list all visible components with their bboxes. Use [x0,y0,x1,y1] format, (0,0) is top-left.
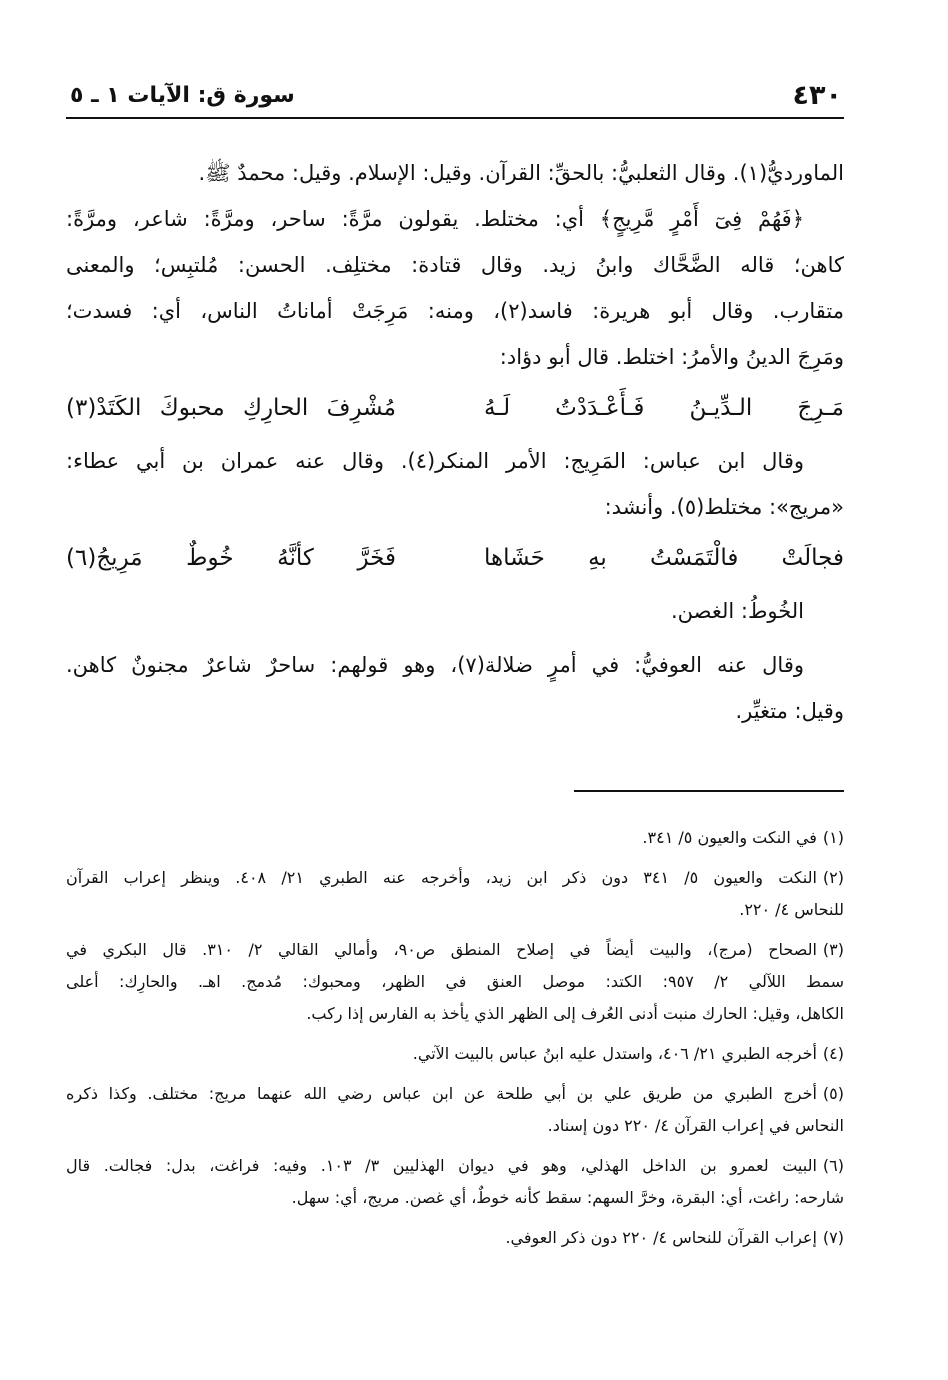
footnote-text: أخرجه الطبري ٢١/ ٤٠٦، واستدل عليه ابنُ عباس بالبيت الآتي. [412,1044,817,1063]
running-title: سورة ق: الآيات ١ ـ ٥ [70,83,295,108]
footnote [66,1038,844,1070]
text-line: وقال ابن عباس: المَرِيج: الأمر المنكر(٤). وقال عنه عمران بن أبي عطاء: [66,449,804,473]
footnote-text: الكاهل، وقيل: الحارك منبت أدنى العُرف إلى الظهر الذي يأخذ به الفارس إذا ركب. [306,1004,844,1023]
footnote-number: (٧) [822,1228,844,1247]
footnote [66,934,844,1030]
footnote [66,1222,844,1254]
footnote-number: (١) [822,828,844,847]
footnote-text: سمط اللآلي ٢/ ٩٥٧: الكتد: موصل العنق في الظهر، ومحبوك: مُدمج. اهـ. والحارِك: أعلى [66,972,845,991]
footnote-number: (٥) [822,1084,844,1103]
footnote [66,1150,844,1214]
text-line: الماورديُّ(١). وقال الثعلبيُّ: بالحقِّ: القرآن. وقيل: الإسلام. وقيل: محمدٌ ﷺ. [198,161,844,185]
footnote [66,822,844,854]
footnote-text: النحاس في إعراب القرآن ٤/ ٢٢٠ دون إسناد. [547,1116,844,1135]
footnotes [66,822,844,1262]
footnote-text: للنحاس ٤/ ٢٢٠. [739,900,844,919]
text-line: كاهن؛ قاله الضَّحَّاك وابنُ زيد. وقال قتادة: مختلِف. الحسن: مُلتبِس؛ والمعنى [66,253,844,277]
footnote-text: الصحاح (مرج)، والبيت أيضاً في إصلاح المنطق ص٩٠، وأمالي القالي ٢/ ٣١٠. قال البكري في [66,940,817,959]
text-line: «مريج»: مختلط(٥). وأنشد: [604,495,844,519]
verse-second-hemistich: فَخَرَّ كأنَّهُ خُوطٌ مَرِيجُ(٦) [66,545,396,571]
text-line: ومَرِجَ الدينُ والأمرُ: اختلط. قال أبو دؤاد: [499,345,844,369]
footnote-text: النكت والعيون ٥/ ٣٤١ دون ذكر ابن زيد، وأخرجه عنه الطبري ٢١/ ٤٠٨. وينظر إعراب القرآن [66,868,817,887]
footnote-text: البيت لعمرو بن الداخل الهذلي، وهو في ديوان الهذليين ٣/ ١٠٣. وفيه: فراغت، بدل: فجالت. قال [66,1156,817,1175]
page-number: ٤٣٠ [792,80,842,111]
poetry-verse [66,530,844,588]
footnote-separator [574,790,844,792]
footnote-text: شارحه: راغت، أي: البقرة، وخرَّ السهم: سقط كأنه خوطٌ، أي غصن. مريج، أي: سهل. [291,1188,844,1207]
verse-first-hemistich: مَـرِجَ الـدِّيـنُ فَـأَعْـدَدْتُ لَـهُ [484,395,844,421]
footnote [66,862,844,926]
text-line: ﴿فَهُمْ فِىٓ أَمْرٍ مَّرِيجٍ﴾ أي: مختلط. يقولون مرَّةً: ساحر، ومرَّةً: شاعر، ومرَّةً: [66,207,804,231]
text-line: متقارب. وقال أبو هريرة: فاسد(٢)، ومنه: مَرِجَتْ أماناتُ الناس، أي: فسدت؛ [66,299,844,323]
footnote-text: أخرج الطبري من طريق علي بن أبي طلحة عن ابن عباس رضي الله عنهما مريج: مختلف. وكذا ذكره [66,1084,817,1103]
footnote-number: (٦) [822,1156,844,1175]
page-header [66,76,844,116]
verse-first-hemistich: فجالَتْ فالْتَمَسْتُ بهِ حَشَاها [484,545,844,571]
verse-second-hemistich: مُشْرِفَ الحارِكِ محبوكَ الكَتَدْ(٣) [66,395,396,421]
text-line: الخُوطُ: الغصن. [670,599,804,623]
footnote-number: (٢) [822,868,844,887]
footnote-number: (٣) [822,940,845,959]
footnote-text: إعراب القرآن للنحاس ٤/ ٢٢٠ دون ذكر العوفي. [505,1228,817,1247]
text-line: وقيل: متغيِّر. [735,699,844,723]
poetry-verse [66,380,844,438]
footnote-number: (٤) [822,1044,844,1063]
main-text [66,150,844,734]
footnote [66,1078,844,1142]
header-rule [66,117,844,119]
book-page [66,0,844,1380]
footnote-text: في النكت والعيون ٥/ ٣٤١. [642,828,817,847]
text-line: وقال عنه العوفيُّ: في أمرٍ ضلالة(٧)، وهو قولهم: ساحرٌ شاعرٌ مجنونٌ كاهن. [66,653,805,677]
